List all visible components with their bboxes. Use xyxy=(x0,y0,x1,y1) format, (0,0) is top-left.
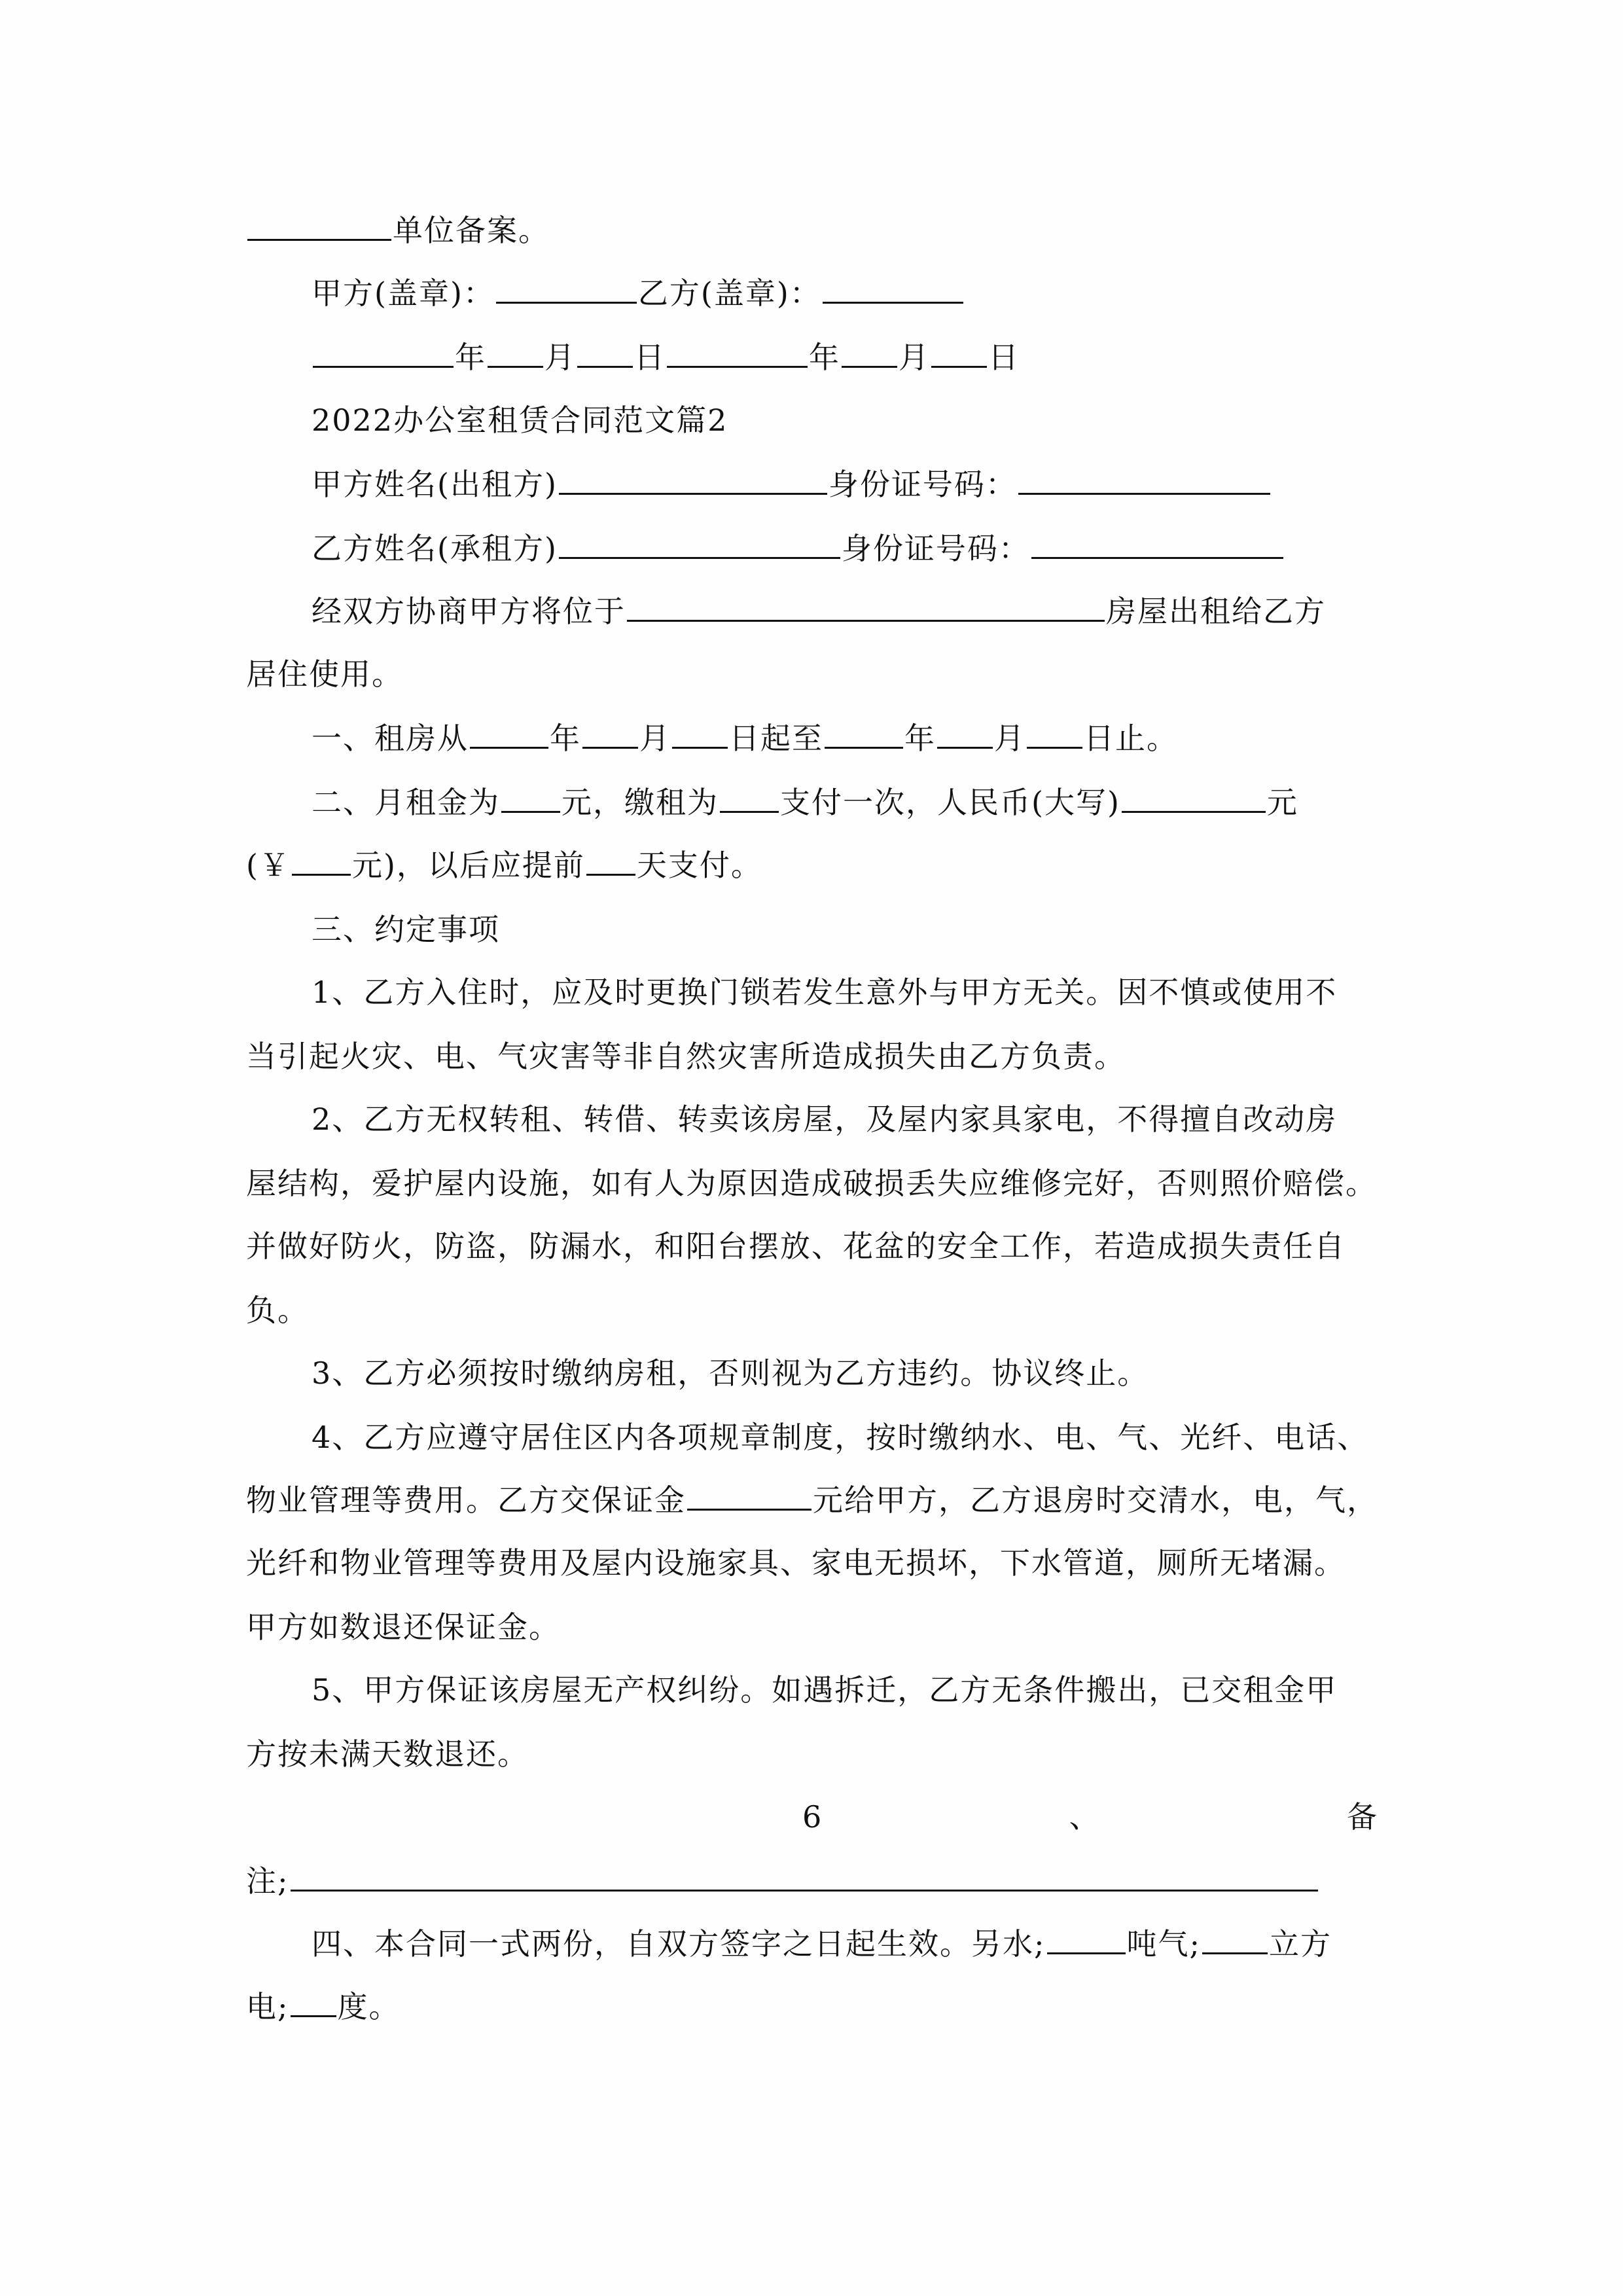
fill-in-blank[interactable] xyxy=(1047,1925,1126,1954)
text-line xyxy=(246,338,1444,377)
text-line xyxy=(246,592,1444,631)
fill-in-blank[interactable] xyxy=(1202,1925,1268,1954)
fill-in-blank[interactable] xyxy=(313,338,454,368)
text-segment: 日 xyxy=(634,340,666,375)
text-segment: 年 xyxy=(809,340,840,375)
text-segment: 元给甲方，乙方退房时交清水，电，气， xyxy=(813,1482,1378,1518)
text-segment: 度。 xyxy=(337,1989,401,2024)
text-line xyxy=(246,529,1444,568)
text-segment: 当引起火灾、电、气灾害等非自然灾害所造成损失由乙方负责。 xyxy=(246,1039,1126,1074)
text-segment: 并做好防火，防盗，防漏水，和阳台摆放、花盆的安全工作，若造成损失责任自 xyxy=(246,1229,1346,1264)
text-line xyxy=(246,465,1444,504)
fill-in-blank[interactable] xyxy=(291,1988,336,2017)
fill-in-blank[interactable] xyxy=(931,338,987,368)
text-line xyxy=(246,655,1378,694)
text-segment: 日起至 xyxy=(729,721,823,756)
text-line xyxy=(246,1480,1378,1520)
text-segment: 元，缴租为 xyxy=(562,785,719,820)
text-segment: 2、乙方无权转租、转借、转卖该房屋，及屋内家具家电，不得擅自改动房 xyxy=(312,1102,1338,1137)
text-segment: (￥ xyxy=(246,848,291,883)
text-line xyxy=(246,1543,1378,1583)
text-segment: 电; xyxy=(246,1989,289,2024)
text-segment: 单位备案。 xyxy=(393,213,550,248)
text-segment: 方按未满天数退还。 xyxy=(246,1736,529,1772)
fill-in-blank[interactable] xyxy=(292,846,351,876)
text-line xyxy=(246,783,1444,822)
fill-in-blank[interactable] xyxy=(559,529,840,559)
text-segment: 日止。 xyxy=(1084,721,1178,756)
text-segment: 物业管理等费用。乙方交保证金 xyxy=(246,1482,686,1518)
text-line xyxy=(246,1100,1444,1139)
text-line xyxy=(246,973,1444,1012)
fill-in-blank[interactable] xyxy=(496,274,637,304)
text-segment: 经双方协商甲方将位于 xyxy=(312,594,626,629)
text-segment: 支付一次，人民币(大写) xyxy=(780,785,1120,820)
text-line xyxy=(246,1291,1378,1330)
text-segment: 1、乙方入住时，应及时更换门锁若发生意外与甲方无关。因不慎或使用不 xyxy=(312,975,1338,1010)
text-segment: 元 xyxy=(1266,785,1298,820)
text-line xyxy=(246,1924,1444,1964)
text-segment: 年 xyxy=(455,340,486,375)
text-segment: 4、乙方应遵守居住区内各项规章制度，按时缴纳水、电、气、光纤、电话、 xyxy=(312,1420,1369,1455)
text-segment: 房屋出租给乙方 xyxy=(1106,594,1326,629)
text-segment: 月 xyxy=(639,721,671,756)
fill-in-blank[interactable] xyxy=(842,338,897,368)
text-line xyxy=(246,1670,1444,1710)
fill-in-blank[interactable] xyxy=(627,592,1105,622)
text-line xyxy=(246,1354,1444,1393)
text-segment: 备 xyxy=(1347,1799,1378,1835)
text-segment: 年 xyxy=(904,721,936,756)
fill-in-blank[interactable] xyxy=(470,719,548,749)
fill-in-blank[interactable] xyxy=(582,719,638,749)
text-line xyxy=(246,401,1444,440)
fill-in-blank[interactable] xyxy=(247,211,391,241)
text-line xyxy=(246,719,1444,758)
text-segment: 年 xyxy=(550,721,581,756)
fill-in-blank[interactable] xyxy=(1027,719,1082,749)
fill-in-blank[interactable] xyxy=(501,783,560,813)
fill-in-blank[interactable] xyxy=(1018,465,1270,495)
text-segment: 吨气; xyxy=(1126,1926,1201,1962)
text-segment: 身份证号码： xyxy=(841,531,1030,566)
text-segment: 甲方(盖章)： xyxy=(312,276,495,311)
fill-in-blank[interactable] xyxy=(937,719,993,749)
text-line xyxy=(246,1164,1378,1203)
text-line xyxy=(246,1227,1378,1266)
fill-in-blank[interactable] xyxy=(559,465,827,495)
text-line xyxy=(246,1418,1444,1457)
fill-in-blank[interactable] xyxy=(720,783,779,813)
text-line xyxy=(246,846,1378,885)
text-line xyxy=(246,1037,1378,1076)
fill-in-blank[interactable] xyxy=(667,338,808,368)
fill-in-blank[interactable] xyxy=(687,1481,812,1511)
fill-in-blank[interactable] xyxy=(291,1862,1318,1892)
fill-in-blank[interactable] xyxy=(1031,529,1283,559)
text-segment: 三、约定事项 xyxy=(312,912,500,947)
text-line xyxy=(246,1861,1378,1901)
text-line xyxy=(246,211,1378,250)
text-segment: 5、甲方保证该房屋无产权纠纷。如遇拆迁，乙方无条件搬出，已交租金甲 xyxy=(312,1672,1338,1708)
fill-in-blank[interactable] xyxy=(823,274,963,304)
text-line xyxy=(246,910,1444,949)
text-segment: 元)，以后应提前 xyxy=(351,848,585,883)
fill-in-blank[interactable] xyxy=(825,719,903,749)
text-segment: 乙方(盖章)： xyxy=(637,276,821,311)
text-segment: 身份证号码： xyxy=(828,467,1017,502)
fill-in-blank[interactable] xyxy=(488,338,543,368)
text-segment: 屋结构，爱护屋内设施，如有人为原因造成破损丢失应维修完好，否则照价赔偿。 xyxy=(246,1166,1377,1201)
text-segment: 立方 xyxy=(1269,1926,1332,1962)
text-segment: 乙方姓名(承租方) xyxy=(312,531,558,566)
text-segment: 四、本合同一式两份，自双方签字之日起生效。另水; xyxy=(312,1926,1046,1962)
text-segment: 负。 xyxy=(246,1293,309,1328)
fill-in-blank[interactable] xyxy=(577,338,633,368)
text-line xyxy=(246,1987,1378,2026)
text-segment: 居住使用。 xyxy=(246,656,403,692)
text-segment: 月 xyxy=(994,721,1026,756)
text-segment: 二、月租金为 xyxy=(312,785,500,820)
text-segment: 3、乙方必须按时缴纳房租，否则视为乙方违约。协议终止。 xyxy=(312,1355,1149,1391)
text-segment: 甲方姓名(出租方) xyxy=(312,467,558,502)
text-segment: 光纤和物业管理等费用及屋内设施家具、家电无损坏，下水管道，厕所无堵漏。 xyxy=(246,1545,1346,1581)
text-segment: 6 xyxy=(802,1799,823,1835)
justified-line-remarks-heading xyxy=(246,1797,1378,1837)
text-segment: 日 xyxy=(988,340,1020,375)
text-segment: 、 xyxy=(1069,1799,1101,1835)
text-line xyxy=(246,274,1444,313)
fill-in-blank[interactable] xyxy=(1122,783,1266,813)
text-segment: 注; xyxy=(246,1863,289,1899)
text-line xyxy=(246,1607,1378,1647)
fill-in-blank[interactable] xyxy=(672,719,728,749)
text-segment: 月 xyxy=(544,340,576,375)
fill-in-blank[interactable] xyxy=(586,846,635,876)
text-segment: 甲方如数退还保证金。 xyxy=(246,1609,560,1645)
text-segment: 2022办公室租赁合同范文篇2 xyxy=(312,403,728,438)
text-segment: 一、租房从 xyxy=(312,721,469,756)
text-line xyxy=(246,1734,1378,1774)
text-segment: 月 xyxy=(899,340,930,375)
text-segment: 天支付。 xyxy=(636,848,762,883)
